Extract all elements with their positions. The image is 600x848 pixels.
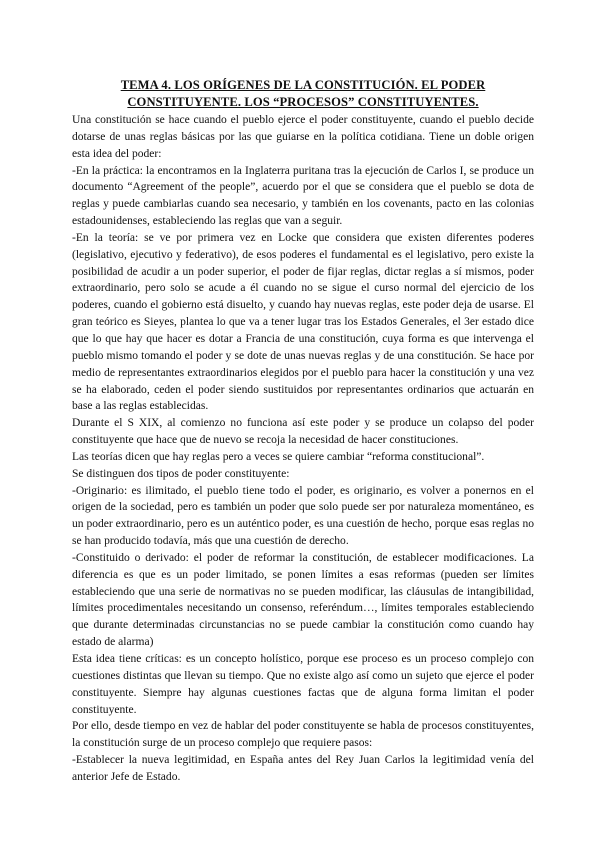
paragraph-legitimacy: -Establecer la nueva legitimidad, en España antes del Rey Juan Carlos la legitimidad venía del anterior Jefe de Estado. bbox=[72, 754, 534, 783]
document-page bbox=[72, 77, 534, 786]
paragraph-constituido: -Constituido o derivado: el poder de reformar la constitución, de establecer modificaciones. La diferencia es que es un poder limitado, se ponen límites a esas reformas (pueden ser límites estableciendo que una serie de normativas no se pueden modificar, las cláusulas de intangibilidad, límites procedimentales necesitando un consenso, referéndum…, límites temporales estableciendo que durante determinadas circunstancias no se puede cambiar la constitución como cuando hay estado de alarma) bbox=[72, 551, 534, 649]
paragraph-practice: -En la práctica: la encontramos en la Inglaterra puritana tras la ejecución de Carlos I, se produce un documento “Agreement of the people”, acuerdo por el que se considera que el pueblo se dota de reglas y puede cambiarlas cuando sea necesario, y también en los covenants, pacto en las colonias estadounidenses, estableciendo las reglas que van a seguir. bbox=[72, 164, 534, 228]
document-title bbox=[72, 77, 534, 111]
paragraph-processes: Por ello, desde tiempo en vez de hablar del poder constituyente se habla de procesos constituyentes, la constitución surge de un proceso complejo que requiere pasos: bbox=[72, 720, 534, 750]
paragraph-two-types: Se distinguen dos tipos de poder constituyente: bbox=[72, 467, 290, 480]
paragraph-constitutional-reform: Las teorías dicen que hay reglas pero a veces se quiere cambiar “reforma constitucional”. bbox=[72, 450, 485, 463]
paragraph-theory: -En la teoría: se ve por primera vez en Locke que considera que existen diferentes poderes (legislativo, ejecutivo y federativo), de esos poderes el fundamental es el legislativo, pero existe la posibilidad de acudir a un poder superior, el poder de fijar reglas, dictar reglas a sí mismos, poder extraordinario, pero solo se acude a él cuando no se sigue el curso normal del ejercicio de los poderes, cuando el gobierno está disuelto, y cuando hay nuevas reglas, este poder deja de usarse. El gran teórico es Sieyes, plantea lo que va a tener lugar tras los Estados Generales, el 3er estado dice que lo que hay que hacer es dotar a Francia de una constitución, cuya forma es que intervenga el pueblo mismo tomando el poder y se dote de unas nuevas reglas y de una constitución. Se hace por medio de representantes extraordinarios elegidos por el pueblo para hacer la constitución y una vez se ha elaborado, ceden el poder siendo sustituidos por representantes ordinarios que actuarán en base a las reglas establecidas. bbox=[72, 231, 534, 413]
paragraph-criticism: Esta idea tiene críticas: es un concepto holístico, porque ese proceso es un proceso complejo con cuestiones distintas que llevan su tiempo. Que no existe algo así como un sujeto que ejerce el poder constituyente. Siempre hay algunas cuestiones factas que de alguna forma limitan el poder constituyente. bbox=[72, 653, 534, 716]
title-line-2: CONSTITUYENTE. LOS “PROCESOS” CONSTITUYENTES. bbox=[127, 95, 479, 109]
paragraph-xix-century: Durante el S XIX, al comienzo no funciona así este poder y se produce un colapso del poder constituyente que hace que de nuevo se recoja la necesidad de hacer constituciones. bbox=[72, 417, 534, 447]
title-line-1: TEMA 4. LOS ORÍGENES DE LA CONSTITUCIÓN. EL PODER bbox=[120, 78, 486, 92]
paragraph-originario: -Originario: es ilimitado, el pueblo tiene todo el poder, es originario, es volver a ponernos en el origen de la sociedad, pero es también un poder que solo puede ser por naturaleza momentáneo, es un poder extraordinario, pero es un auténtico poder, es una cuestión de hecho, porque esas reglas no se han producido todavía, más que una cuestión de derecho. bbox=[72, 484, 534, 548]
paragraph-intro: Una constitución se hace cuando el pueblo ejerce el poder constituyente, cuando el pueblo decide dotarse de unas reglas básicas por las que guiarse en la política cotidiana. Tiene un doble origen esta idea del poder: bbox=[72, 114, 534, 160]
